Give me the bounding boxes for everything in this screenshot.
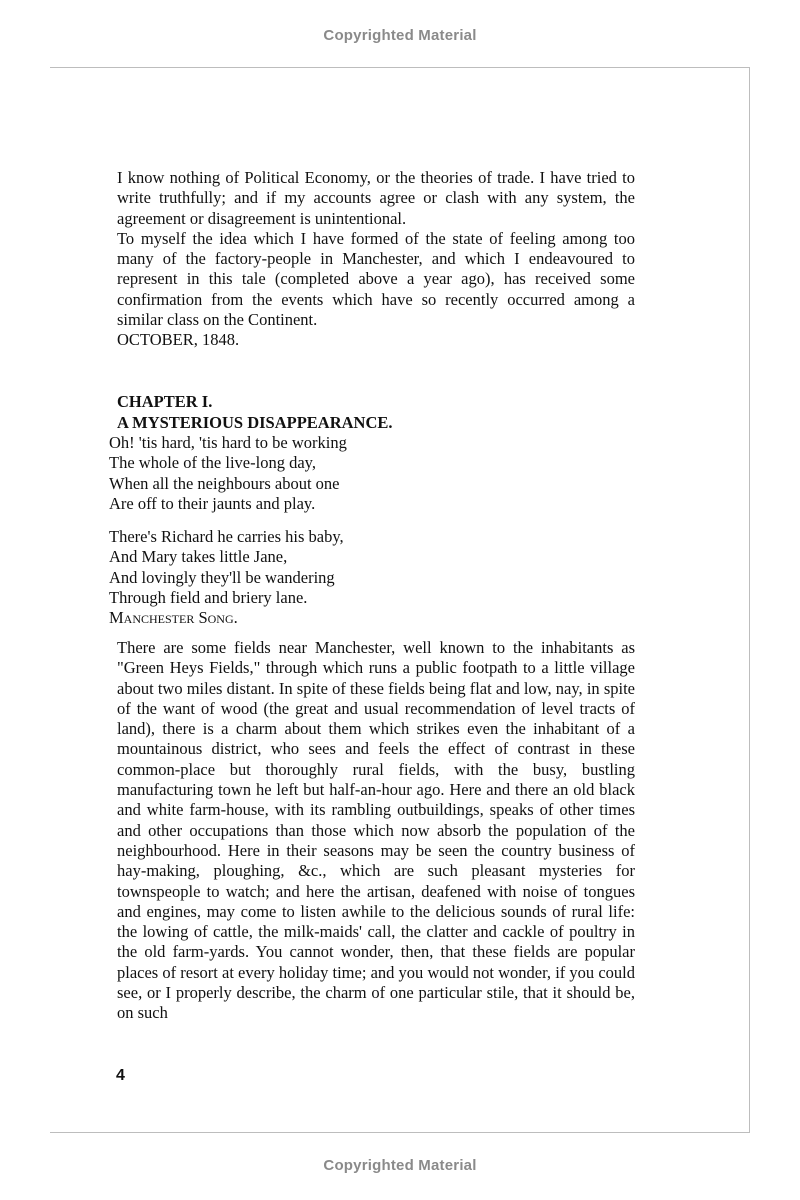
body-paragraph: There are some fields near Manchester, well known to the inhabitants as "Green Heys Fields," through which runs a public footpath to a little village about two miles distant. In spite of these fields being flat and low, nay, in spite of the want of wood (the great and usual recommendation of level tracts of land), there is a charm about them which strikes even the inhabitant of a mountainous district, who sees and feels the effect of contrast in these common-place but thoroughly rural fields, with the busy, bustling manufacturing town he left but half-an-hour ago. Here and there an old black and white farm-house, with its rambling outbuildings, speaks of other times and other occupations than those which now absorb the population of the neighbourhood. Here in their seasons may be seen the country business of hay-making, ploughing, &c., which are such pleasant mysteries for townspeople to watch; and here the artisan, deafened with noise of tongues and engines, may come to listen awhile to the delicious sounds of rural life: the lowing of cattle, the milk-maids' call, the clatter and cackle of poultry in the old farm-yards. You cannot wonder, then, that these fields are popular places of resort at every holiday time; and you would not wonder, if you could see, or I properly describe, the charm of one particular stile, that it should be, on such xyxy=(117,638,635,1023)
page-number: 4 xyxy=(116,1067,125,1084)
copyright-watermark-bottom: Copyrighted Material xyxy=(323,1157,477,1174)
verse-attribution: Manchester Song. xyxy=(109,608,238,628)
chapter-heading xyxy=(117,392,393,433)
verse-line: The whole of the live-long day, xyxy=(109,453,316,473)
verse-line: Through field and briery lane. xyxy=(109,588,308,608)
page-border-top xyxy=(50,67,750,68)
preface-paragraph-2: To myself the idea which I have formed of the state of feeling among too many of the factory-people in Manchester, and which I endeavoured to represent in this tale (completed above a year ago), has received some confirmation from the events which have so recently occurred among a similar class on the Continent. xyxy=(117,228,635,330)
copyright-watermark-top: Copyrighted Material xyxy=(323,27,477,44)
verse-line: And lovingly they'll be wandering xyxy=(109,567,335,587)
preface-section xyxy=(117,168,635,351)
preface-date: OCTOBER, 1848. xyxy=(117,330,240,350)
epigraph-verse xyxy=(109,433,347,629)
preface-paragraph-1: I know nothing of Political Economy, or the theories of trade. I have tried to write truthfully; and if my accounts agree or clash with any system, the agreement or disagreement is unintentional. xyxy=(117,168,635,228)
verse-line: There's Richard he carries his baby, xyxy=(109,527,344,547)
chapter-number: CHAPTER I. xyxy=(117,392,213,411)
verse-line: Oh! 'tis hard, 'tis hard to be working xyxy=(109,433,347,452)
verse-line: Are off to their jaunts and play. xyxy=(109,493,316,513)
page-border-right xyxy=(749,67,750,1133)
verse-stanza-1 xyxy=(109,433,347,514)
verse-line: And Mary takes little Jane, xyxy=(109,547,288,567)
verse-line: When all the neighbours about one xyxy=(109,473,340,493)
chapter-body xyxy=(117,638,635,1024)
page-border-bottom xyxy=(50,1132,750,1133)
chapter-title: A MYSTERIOUS DISAPPEARANCE. xyxy=(117,412,393,432)
verse-stanza-2 xyxy=(109,527,347,608)
